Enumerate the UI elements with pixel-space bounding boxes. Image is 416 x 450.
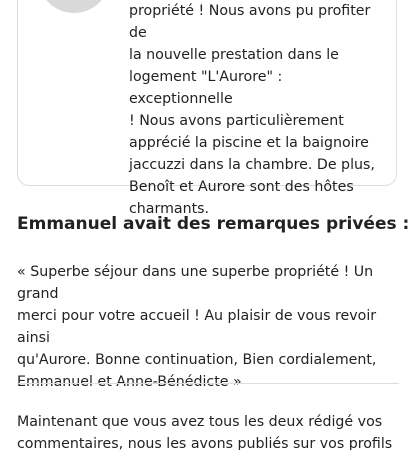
footer-text: Maintenant que vous avez tous les deux rédigé vos commentaires, nous les avons publiés sur vos profils xyxy=(17,414,393,450)
review-card xyxy=(17,0,397,217)
avatar xyxy=(38,0,110,13)
private-remarks-heading: Emmanuel avait des remarques privées : xyxy=(17,214,410,234)
private-remarks-quote: « Superbe séjour dans une superbe propriété ! Un grand merci pour votre accueil ! Au plaisir de vous revoir ainsi qu'Aurore. Bonne continuation, Bien cordialement, Emmanuel et Anne-Bénédicte » xyxy=(17,264,377,390)
review-text: propriété ! Nous avons pu profiter de la nouvelle prestation dans le logement "L'Aurore" : exceptionnelle ! Nous avons particulièrement apprécié la piscine et la baignoire jaccuzzi dans la chambre. De plus, Benoît et Aurore sont des hôtes charmants. xyxy=(129,3,375,217)
divider xyxy=(17,383,399,384)
